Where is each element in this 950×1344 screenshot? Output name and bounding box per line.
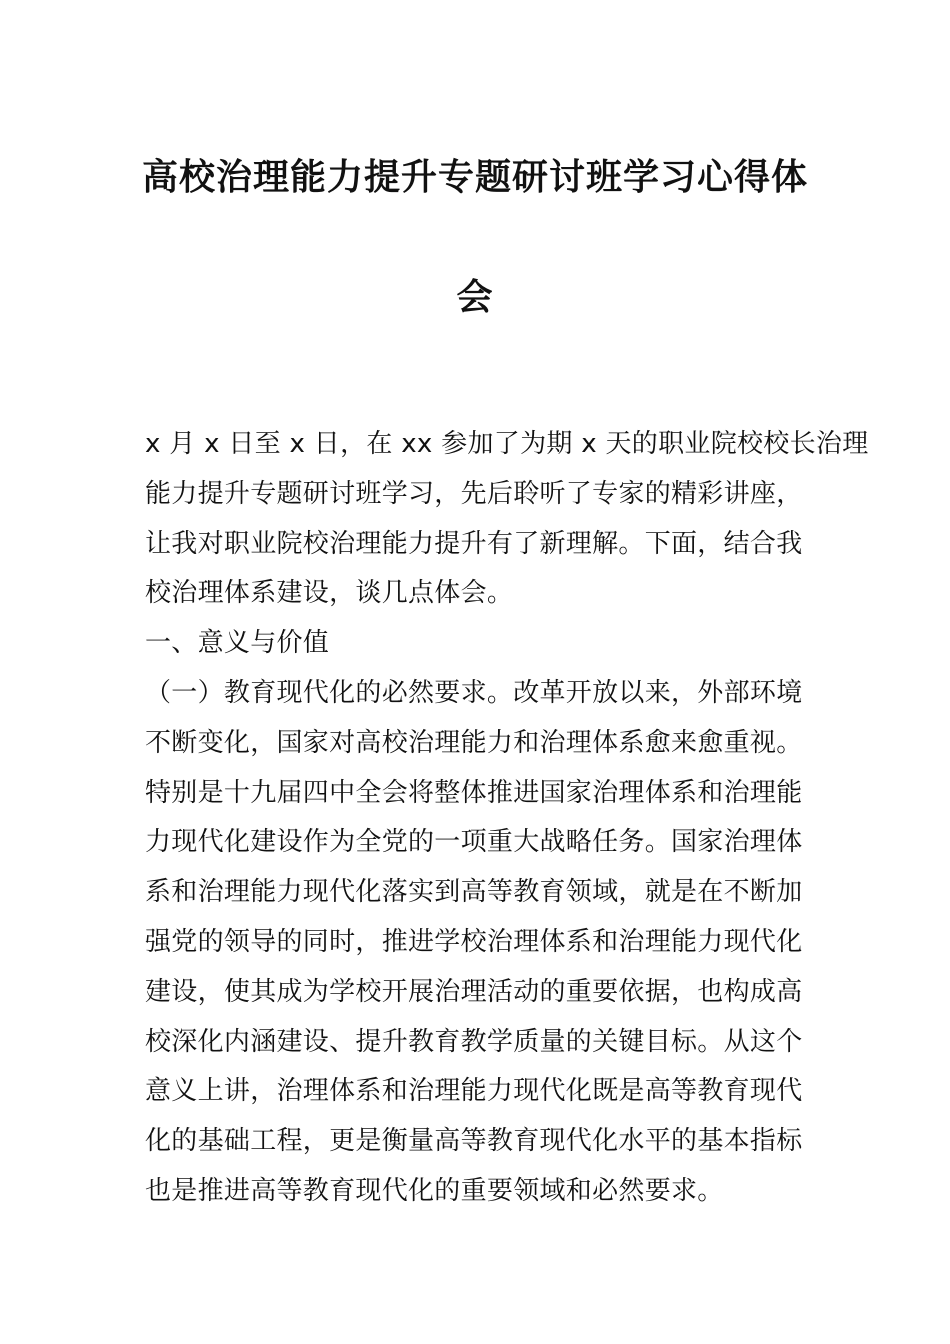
body-line-1: x 月 x 日至 x 日，在 xx 参加了为期 x 天的职业院校校长治理 <box>145 429 869 459</box>
document-title-line-1: 高校治理能力提升专题研讨班学习心得体 <box>141 157 808 198</box>
section-heading-significance: 一、意义与价值 <box>145 628 330 659</box>
body-line-11: 强党的领导的同时，推进学校治理体系和治理能力现代化 <box>145 926 803 957</box>
body-line-13: 校深化内涵建设、提升教育教学质量的关键目标。从这个 <box>145 1026 803 1057</box>
body-line-16: 也是推进高等教育现代化的重要领域和必然要求。 <box>145 1175 724 1206</box>
body-line-15: 化的基础工程，更是衡量高等教育现代化水平的基本指标 <box>145 1126 803 1157</box>
body-line-14: 意义上讲，治理体系和治理能力现代化既是高等教育现代 <box>145 1076 803 1107</box>
body-line-4: 校治理体系建设，谈几点体会。 <box>145 578 514 609</box>
body-line-3: 让我对职业院校治理能力提升有了新理解。下面，结合我 <box>145 528 803 559</box>
body-line-8: 特别是十九届四中全会将整体推进国家治理体系和治理能 <box>145 777 803 808</box>
body-line-10: 系和治理能力现代化落实到高等教育领域，就是在不断加 <box>145 877 803 908</box>
document-body <box>145 420 869 1217</box>
body-line-9: 力现代化建设作为全党的一项重大战略任务。国家治理体 <box>145 827 803 858</box>
body-line-2: 能力提升专题研讨班学习，先后聆听了专家的精彩讲座， <box>145 478 803 509</box>
body-line-6: （一）教育现代化的必然要求。改革开放以来，外部环境 <box>145 677 803 708</box>
body-line-7: 不断变化，国家对高校治理能力和治理体系愈来愈重视。 <box>145 727 803 758</box>
body-line-12: 建设，使其成为学校开展治理活动的重要依据，也构成高 <box>145 976 803 1007</box>
document-title-line-2: 会 <box>456 277 494 318</box>
